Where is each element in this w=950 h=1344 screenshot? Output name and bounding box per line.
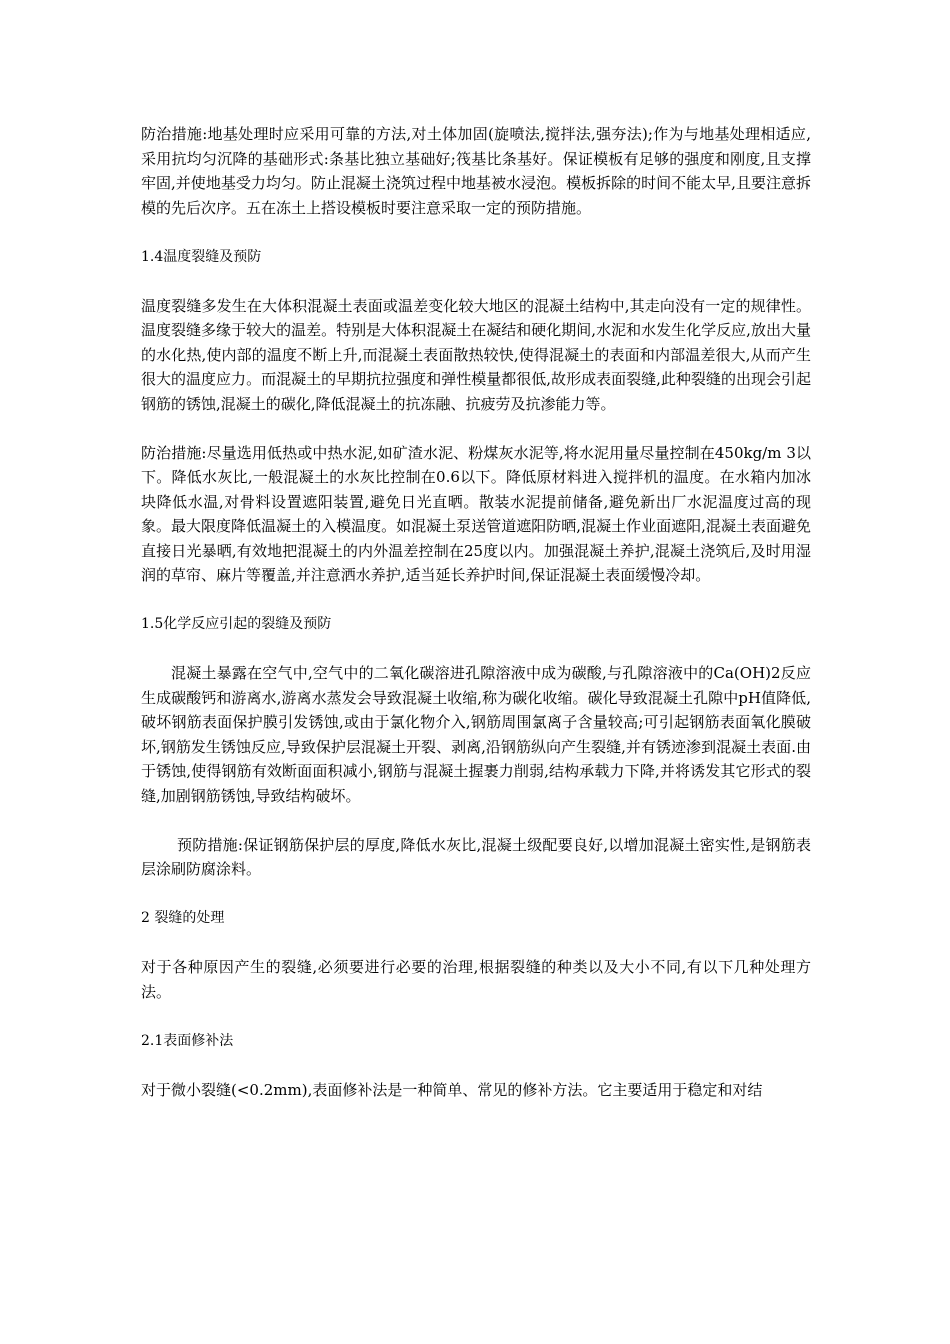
- section-heading-1-4: 1.4温度裂缝及预防: [141, 248, 262, 265]
- paragraph-crack-treatment: 对于各种原因产生的裂缝,必须要进行必要的治理,根据裂缝的种类以及大小不同,有以下几种处理方法。: [141, 958, 811, 1001]
- paragraph-surface-repair: 对于微小裂缝(<0.2mm),表面修补法是一种简单、常见的修补方法。它主要适用于稳定和对结: [141, 1080, 763, 1099]
- section-heading-2: 2 裂缝的处理: [141, 910, 225, 926]
- section-heading-2-1: 2.1表面修补法: [141, 1032, 234, 1049]
- paragraph-temperature-cracks: 温度裂缝多发生在大体积混凝土表面或温差变化较大地区的混凝土结构中,其走向没有一定的规律性。温度裂缝多缘于较大的温差。特别是大体积混凝土在凝结和硬化期间,水泥和水发生化学反应,放出大量的水化热,使内部的温度不断上升,而混凝土表面散热较快,使得混凝土的表面和内部温差很大,从而产生很大的温度应力。而混凝土的早期抗拉强度和弹性模量都很低,故形成表面裂缝,此种裂缝的出现会引起钢筋的锈蚀,混凝土的碳化,降低混凝土的抗冻融、抗疲劳及抗渗能力等。: [141, 296, 811, 413]
- paragraph-foundation-measures: 防治措施:地基处理时应采用可靠的方法,对土体加固(旋喷法,搅拌法,强夯法);作为与地基处理相适应,采用抗均匀沉降的基础形式:条基比独立基础好;筏基比条基好。保证模板有足够的强度和刚度,且支撑牢固,并使地基受力均匀。防止混凝土浇筑过程中地基被水浸泡。模板拆除的时间不能太早,且要注意拆模的先后次序。五在冻土上搭设模板时要注意采取一定的预防措施。: [141, 125, 811, 217]
- section-heading-1-5: 1.5化学反应引起的裂缝及预防: [141, 616, 332, 632]
- paragraph-temperature-measures: 防治措施:尽量选用低热或中热水泥,如矿渣水泥、粉煤灰水泥等,将水泥用量尽量控制在450kg/m 3以下。降低水灰比,一般混凝土的水灰比控制在0.6以下。降低原材料进入搅拌机的温度。在水箱内加冰块降低水温,对骨料设置遮阳装置,避免日光直晒。散装水泥提前储备,避免新出厂水泥温度过高的现象。最大限度降低温凝土的入模温度。如混凝土泵送管道遮阳防晒,混凝土作业面遮阳,混凝土表面避免直接日光暴晒,有效地把混凝土的内外温差控制在25度以内。加强混凝土养护,混凝土浇筑后,及时用湿润的草帘、麻片等覆盖,并注意洒水养护,适当延长养护时间,保证混凝土表面缓慢冷却。: [141, 443, 811, 584]
- document-page: [141, 122, 811, 1127]
- paragraph-chemical-measures: 预防措施:保证钢筋保护层的厚度,降低水灰比,混凝土级配要良好,以增加混凝土密实性,是钢筋表层涂刷防腐涂料。: [141, 835, 811, 878]
- paragraph-chemical-cracks: 混凝土暴露在空气中,空气中的二氧化碳溶进孔隙溶液中成为碳酸,与孔隙溶液中的Ca(OH)2反应生成碳酸钙和游离水,游离水蒸发会导致混凝土收缩,称为碳化收缩。碳化导致混凝土孔隙中pH值降低,破坏钢筋表面保护膜引发锈蚀,或由于氯化物介入,钢筋周围氯离子含量较高;可引起钢筋表面氧化膜破坏,钢筋发生锈蚀反应,导致保护层混凝土开裂、剥离,沿钢筋纵向产生裂缝,并有锈迹渗到混凝土表面.由于锈蚀,使得钢筋有效断面面积减小,钢筋与混凝土握裹力削弱,结构承载力下降,并将诱发其它形式的裂缝,加剧钢筋锈蚀,导致结构破坏。: [141, 664, 811, 805]
